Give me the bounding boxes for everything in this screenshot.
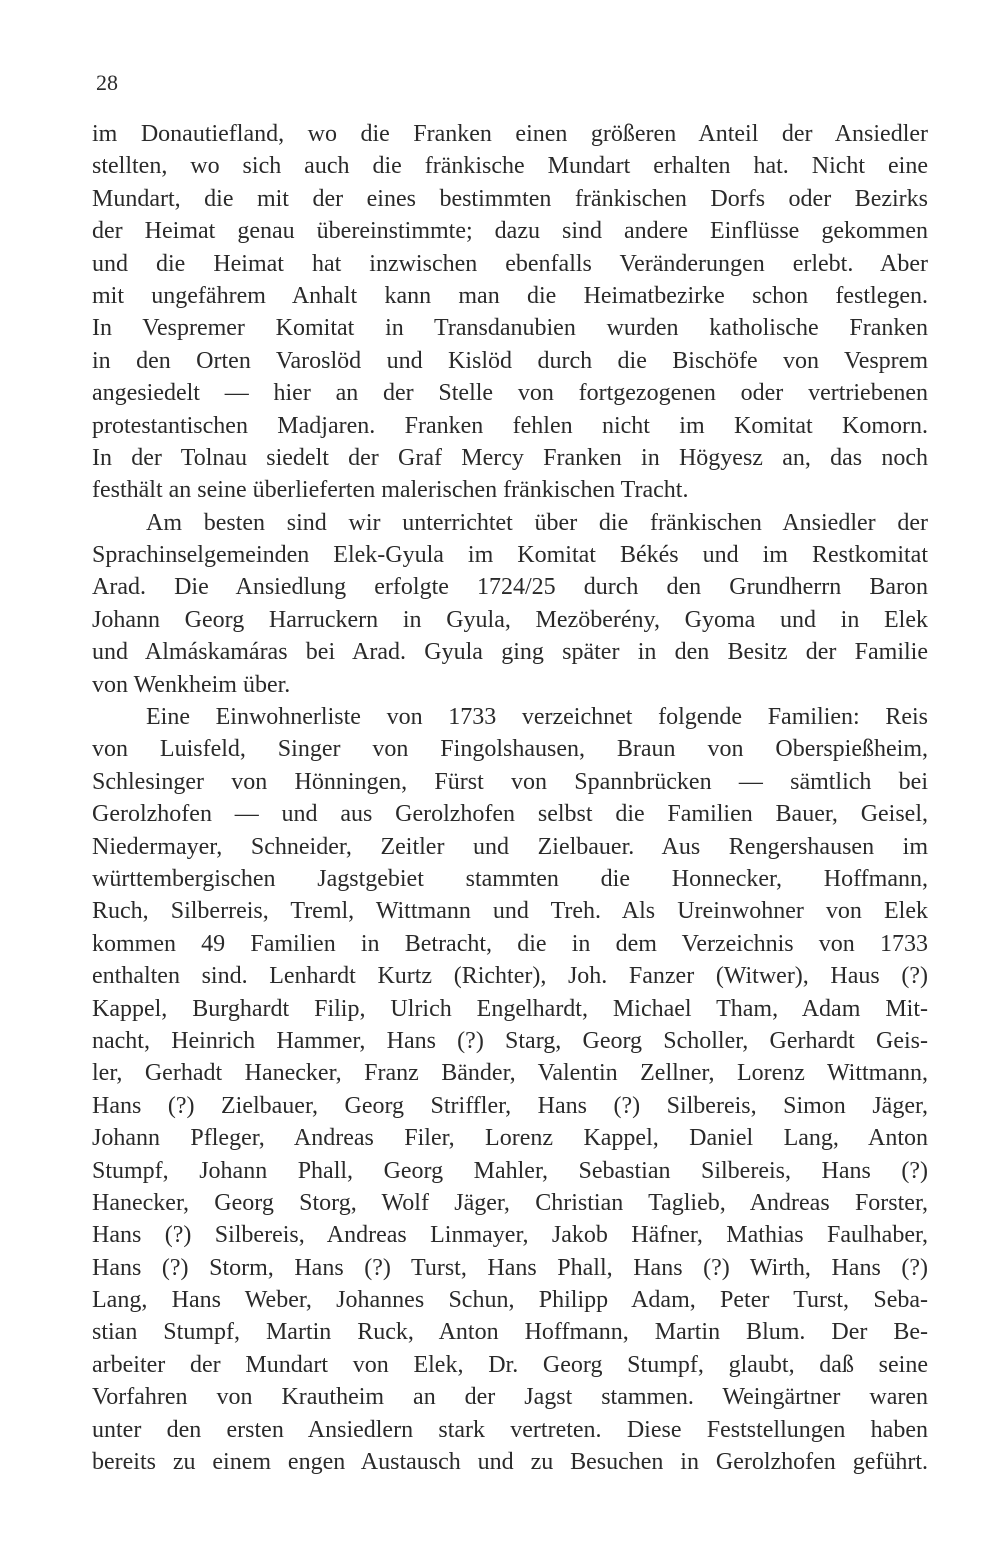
text-line: Johann Pfleger, Andreas Filer, Lorenz Kappel, Daniel Lang, Anton xyxy=(92,1125,928,1152)
text-line: württembergischen Jagstgebiet stammten die Honnecker, Hoffmann, xyxy=(92,865,928,892)
paragraph xyxy=(92,118,928,507)
text-line: kommen 49 Familien in Betracht, die in dem Verzeichnis von 1733 xyxy=(92,930,928,957)
paragraph xyxy=(92,507,928,701)
text-line: Mundart, die mit der eines bestimmten fränkischen Dorfs oder Bezirks xyxy=(92,185,928,212)
text-line: stellten, wo sich auch die fränkische Mundart erhalten hat. Nicht eine xyxy=(92,153,928,180)
text-line: Kappel, Burghardt Filip, Ulrich Engelhardt, Michael Tham, Adam Mit- xyxy=(92,995,928,1022)
text-line: Ruch, Silberreis, Treml, Wittmann und Treh. Als Ureinwohner von Elek xyxy=(92,898,928,925)
text-line: Eine Einwohnerliste von 1733 verzeichnet folgende Familien: Reis xyxy=(146,704,928,731)
text-line: und die Heimat hat inzwischen ebenfalls Veränderungen erlebt. Aber xyxy=(92,250,928,277)
text-line: arbeiter der Mundart von Elek, Dr. Georg Stumpf, glaubt, daß seine xyxy=(92,1351,928,1378)
text-line: und Almáskamáras bei Arad. Gyula ging später in den Besitz der Familie xyxy=(92,639,928,666)
text-line: von Luisfeld, Singer von Fingolshausen, Braun von Oberspießheim, xyxy=(92,736,928,763)
text-line: ler, Gerhadt Hanecker, Franz Bänder, Valentin Zellner, Lorenz Wittmann, xyxy=(92,1060,928,1087)
text-line: protestantischen Madjaren. Franken fehlen nicht im Komitat Komorn. xyxy=(92,412,928,439)
text-line: angesiedelt — hier an der Stelle von fortgezogenen oder vertriebenen xyxy=(92,380,928,407)
text-line: enthalten sind. Lenhardt Kurtz (Richter), Joh. Fanzer (Witwer), Haus (?) xyxy=(92,963,928,990)
text-line: Hans (?) Zielbauer, Georg Striffler, Hans (?) Silbereis, Simon Jäger, xyxy=(92,1092,928,1119)
paragraph xyxy=(92,701,928,1478)
page-number: 28 xyxy=(96,70,118,95)
text-line: bereits zu einem engen Austausch und zu Besuchen in Gerolzhofen geführt. xyxy=(92,1449,928,1476)
text-line: In Vespremer Komitat in Transdanubien wurden katholische Franken xyxy=(92,315,928,342)
text-line: nacht, Heinrich Hammer, Hans (?) Starg, Georg Scholler, Gerhardt Geis- xyxy=(92,1027,928,1054)
text-line: Hans (?) Storm, Hans (?) Turst, Hans Phall, Hans (?) Wirth, Hans (?) xyxy=(92,1254,928,1281)
text-line: Arad. Die Ansiedlung erfolgte 1724/25 durch den Grundherrn Baron xyxy=(92,574,928,601)
text-line: Schlesinger von Hönningen, Fürst von Spannbrücken — sämtlich bei xyxy=(92,768,928,795)
body-text xyxy=(92,118,928,1478)
text-line: Niedermayer, Schneider, Zeitler und Zielbauer. Aus Rengershausen im xyxy=(92,833,928,860)
text-line: stian Stumpf, Martin Ruck, Anton Hoffmann, Martin Blum. Der Be- xyxy=(92,1319,928,1346)
text-line: Stumpf, Johann Phall, Georg Mahler, Sebastian Silbereis, Hans (?) xyxy=(92,1157,928,1184)
text-line: festhält an seine überlieferten malerischen fränkischen Tracht. xyxy=(92,477,689,504)
text-line: In der Tolnau siedelt der Graf Mercy Franken in Högyesz an, das noch xyxy=(92,444,928,471)
text-line: Am besten sind wir unterrichtet über die fränkischen Ansiedler der xyxy=(146,509,928,536)
text-line: unter den ersten Ansiedlern stark vertreten. Diese Feststellungen haben xyxy=(92,1416,928,1443)
text-line: Sprachinselgemeinden Elek-Gyula im Komitat Békés und im Restkomitat xyxy=(92,542,928,569)
text-line: von Wenkheim über. xyxy=(92,671,291,698)
text-line: Gerolzhofen — und aus Gerolzhofen selbst die Familien Bauer, Geisel, xyxy=(92,801,928,828)
text-line: in den Orten Varoslöd und Kislöd durch die Bischöfe von Vesprem xyxy=(92,347,928,374)
text-line: Johann Georg Harruckern in Gyula, Mezöberény, Gyoma und in Elek xyxy=(92,606,928,633)
text-line: Hanecker, Georg Storg, Wolf Jäger, Christian Taglieb, Andreas Forster, xyxy=(92,1189,928,1216)
text-line: der Heimat genau übereinstimmte; dazu sind andere Einflüsse gekommen xyxy=(92,218,928,245)
text-line: Hans (?) Silbereis, Andreas Linmayer, Jakob Häfner, Mathias Faulhaber, xyxy=(92,1222,928,1249)
text-line: Vorfahren von Krautheim an der Jagst stammen. Weingärtner waren xyxy=(92,1384,928,1411)
text-line: mit ungefährem Anhalt kann man die Heimatbezirke schon festlegen. xyxy=(92,282,928,309)
text-line: im Donautiefland, wo die Franken einen größeren Anteil der Ansiedler xyxy=(92,121,928,147)
text-line: Lang, Hans Weber, Johannes Schun, Philipp Adam, Peter Turst, Seba- xyxy=(92,1287,928,1314)
